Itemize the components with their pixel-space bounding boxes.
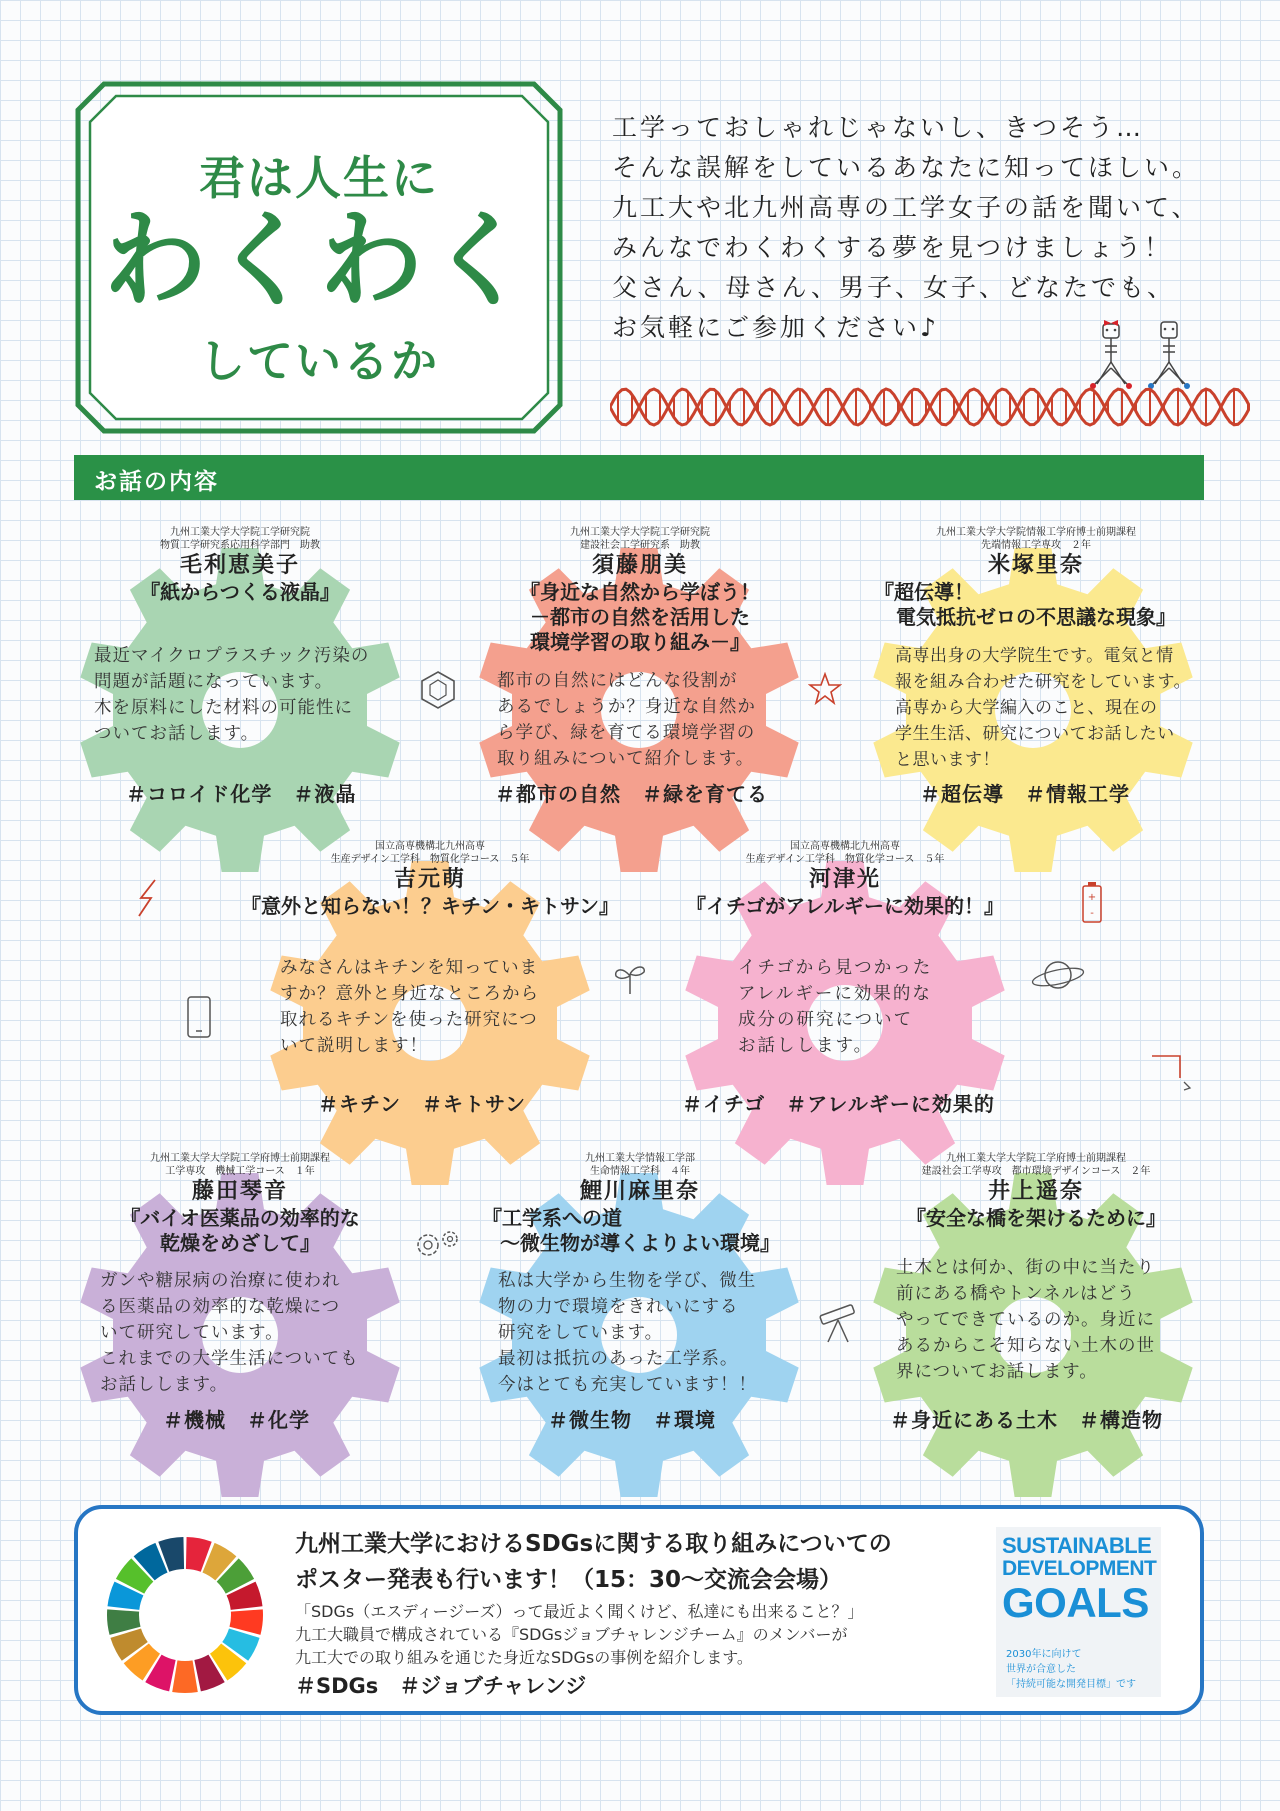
desc-line: 土木とは何か、街の中に当たり: [896, 1258, 1155, 1278]
section-header-bar: [74, 455, 1204, 500]
speaker-affiliation: 九州工業大学大学院工学研究院: [170, 527, 310, 538]
desc-line: 最初は抵抗のあった工学系。: [498, 1349, 739, 1369]
svg-text:+: +: [1087, 892, 1097, 903]
intro-line: 九工大や北九州高専の工学女子の話を聞いて、: [612, 193, 1200, 222]
talk-description: [895, 643, 1191, 773]
sdgs-body-line: 「SDGs（エスディージーズ）って最近よく聞くけど、私達にも出来ること？」: [295, 1602, 864, 1621]
speaker-affiliation: 生産デザイン工学科 物質化学コース ５年: [745, 854, 945, 865]
speaker-affiliation: 生産デザイン工学科 物質化学コース ５年: [330, 854, 530, 865]
svg-text:-: -: [1090, 908, 1094, 919]
talk-title: 『イチゴがアレルギーに効果的！』: [686, 894, 1004, 918]
speaker-affiliation: 九州工業大学大学院工学府博士前期課程: [946, 1153, 1126, 1164]
talk-title: 環境学習の取り組み－』: [530, 630, 750, 654]
speaker-affiliation: 国立高専機構北九州高専: [790, 841, 900, 852]
speaker-name: 藤田琴音: [191, 1179, 288, 1204]
title-line-1: 君は人生に: [199, 151, 439, 205]
sdgs-hashtags: ＃SDGs ＃ジョブチャレンジ: [295, 1674, 587, 1698]
desc-line: ついてお話します。: [94, 724, 260, 744]
intro-line: 工学っておしゃれじゃないし、きつそう…: [612, 113, 1145, 142]
talk-description: [738, 955, 932, 1059]
desc-line: すか？意外と身近なところから: [280, 984, 539, 1004]
speaker-name: 井上遥奈: [987, 1179, 1084, 1204]
speaker-affiliation: 生命情報工学科 ４年: [590, 1166, 690, 1177]
desc-line: イチゴから見つかった: [738, 958, 933, 978]
sdgs-heading: 九州工業大学におけるSDGsに関する取り組みについての: [295, 1531, 892, 1557]
desc-line: お話しします。: [100, 1375, 229, 1395]
desc-line: 高専から大学編入のこと、現在の: [895, 698, 1158, 718]
desc-line: 私は大学から生物を学び、微生: [498, 1271, 757, 1291]
speaker-affiliation: 工学専攻 機械工学コース １年: [165, 1166, 315, 1177]
intro-line: お気軽にご参加ください♪: [612, 313, 939, 342]
talk-title: 電気抵抗ゼロの不思議な現象』: [896, 605, 1176, 629]
talk-hashtags: ＃キチン ＃キトサン: [318, 1092, 526, 1116]
speaker-card: [30, 526, 450, 605]
sdgs-heading: ポスター発表も行います！（15：30～交流会会場）: [295, 1567, 843, 1593]
speaker-name: 吉元萌: [393, 867, 466, 892]
dna-strand-icon: [610, 382, 1250, 432]
sdgs-wheel-icon: [105, 1535, 265, 1695]
talk-title: ～微生物が導くよりよい環境』: [500, 1231, 780, 1255]
telescope-icon: [814, 1300, 864, 1344]
intro-line: 父さん、母さん、男子、女子、どなたでも、: [612, 273, 1176, 302]
speaker-affiliation: 建設社会工学専攻 都市環境デザインコース ２年: [921, 1166, 1151, 1177]
logo-note: 2030年に向けて: [1006, 1649, 1082, 1660]
star-icon: [808, 672, 842, 706]
speaker-affiliation: 建設社会工学研究系 助教: [580, 540, 700, 551]
logo-word: DEVELOPMENT: [1002, 1557, 1157, 1580]
desc-line: みなさんはキチンを知っていま: [280, 958, 539, 978]
talk-title: －都市の自然を活用した: [530, 605, 750, 629]
planet-icon: [1030, 955, 1086, 995]
talk-description: [280, 955, 539, 1059]
sdgs-logo: [996, 1527, 1161, 1697]
talk-title: 『紙からつくる液晶』: [140, 580, 340, 604]
desc-line: アレルギーに効果的な: [738, 984, 932, 1004]
desc-line: やってできているのか。身近に: [896, 1310, 1155, 1330]
desc-line: ガンや糖尿病の治療に使われ: [100, 1271, 341, 1291]
talk-hashtags: ＃都市の自然 ＃緑を育てる: [495, 782, 768, 806]
desc-line: 高専出身の大学院生です。電気と情: [895, 646, 1174, 666]
desc-line: あるからこそ知らない土木の世: [896, 1336, 1155, 1356]
talk-description: [94, 643, 369, 747]
talk-hashtags: ＃超伝導 ＃情報工学: [920, 782, 1130, 806]
bracket-icon: [1150, 1052, 1194, 1092]
speaker-affiliation: 九州工業大学大学院情報工学府博士前期課程: [936, 527, 1136, 538]
hexagon-icon: [420, 670, 456, 710]
desc-line: 取れるキチンを使った研究につ: [280, 1010, 538, 1030]
sdgs-body-line: 九工大職員で構成されている『SDGsジョブチャレンジチーム』のメンバーが: [295, 1625, 848, 1644]
talk-hashtags: ＃微生物 ＃環境: [548, 1408, 716, 1432]
talk-title: 『超伝導！: [874, 580, 974, 604]
speaker-name: 鯉川麻里奈: [579, 1179, 700, 1204]
robot-illustration-icon: [1085, 312, 1215, 392]
desc-line: 前にある橋やトンネルはどう: [896, 1284, 1136, 1304]
speaker-card: [826, 1152, 1246, 1231]
speaker-card: [220, 840, 640, 919]
desc-line: と思います！: [895, 750, 1000, 770]
desc-line: あるでしょうか？身近な自然か: [497, 697, 756, 717]
section-title: お話の内容: [94, 469, 219, 495]
logo-note: 世界が合意した: [1006, 1664, 1076, 1675]
desc-line: 物の力で環境をきれいにする: [498, 1297, 739, 1317]
talk-title: 『バイオ医薬品の効率的な: [120, 1206, 360, 1230]
sprout-icon: [612, 958, 648, 996]
intro-line: そんな誤解をしているあなたに知ってほしい。: [612, 153, 1201, 182]
talk-title: 『工学系への道: [482, 1206, 622, 1230]
smartphone-icon: [186, 995, 212, 1039]
title-line-2: わくわく: [102, 199, 535, 321]
talk-hashtags: ＃身近にある土木 ＃構造物: [890, 1408, 1163, 1432]
desc-line: 今はとても充実しています！！: [498, 1375, 757, 1395]
desc-line: これまでの大学生活についても: [100, 1349, 359, 1369]
talk-hashtags: ＃イチゴ ＃アレルギーに効果的: [682, 1092, 995, 1116]
lightning-icon: [133, 878, 163, 918]
talk-description: [498, 1268, 757, 1398]
desc-line: 取り組みについて紹介します。: [497, 749, 755, 769]
talk-hashtags: ＃機械 ＃化学: [163, 1408, 310, 1432]
desc-line: 界についてお話します。: [896, 1362, 1098, 1382]
speaker-card: [635, 840, 1055, 919]
talk-title: 『安全な橋を架けるために』: [906, 1206, 1166, 1230]
speaker-affiliation: 九州工業大学大学院工学府博士前期課程: [150, 1153, 330, 1164]
speaker-card: [430, 1152, 850, 1256]
speaker-card: [430, 526, 850, 655]
desc-line: 問題が話題になっています。: [94, 672, 334, 692]
speaker-affiliation: 九州工業大学大学院工学研究院: [570, 527, 710, 538]
speaker-affiliation: 国立高専機構北九州高専: [375, 841, 485, 852]
talk-description: [100, 1268, 359, 1398]
sdgs-body-line: 九工大での取り組みを通じた身近なSDGsの事例を紹介します。: [295, 1648, 753, 1667]
desc-line: お話しします。: [738, 1036, 874, 1056]
speaker-name: 毛利恵美子: [179, 553, 300, 578]
talk-description: [896, 1255, 1155, 1385]
talk-title: 『意外と知らない！？キチン・キトサン』: [241, 894, 619, 918]
talk-hashtags: ＃コロイド化学 ＃液晶: [126, 782, 357, 806]
battery-icon: [1080, 880, 1104, 924]
speaker-affiliation: 九州工業大学情報工学部: [585, 1153, 695, 1164]
title-line-3: しているか: [199, 334, 439, 388]
desc-line: 学生生活、研究についてお話したい: [895, 724, 1175, 744]
desc-line: 研究をしています。: [498, 1323, 664, 1343]
talk-title: 『身近な自然から学ぼう！: [520, 580, 760, 604]
speaker-card: [30, 1152, 450, 1256]
desc-line: 成分の研究について: [738, 1010, 914, 1030]
desc-line: 最近マイクロプラスチック汚染の: [94, 646, 370, 666]
desc-line: いて研究しています。: [100, 1323, 284, 1343]
desc-line: 都市の自然にはどんな役割が: [497, 671, 738, 691]
desc-line: 木を原料にした材料の可能性に: [94, 698, 353, 718]
speaker-name: 河津光: [808, 867, 881, 892]
speaker-affiliation: 先端情報工学専攻 ２年: [981, 540, 1091, 551]
speaker-affiliation: 物質工学研究系応用科学部門 助教: [160, 540, 320, 551]
logo-word: GOALS: [1002, 1579, 1149, 1626]
talk-description: [497, 668, 756, 772]
desc-line: 報を組み合わせた研究をしています。: [895, 672, 1192, 692]
desc-line: いて説明します！: [280, 1036, 428, 1056]
speaker-name: 米塚里奈: [987, 553, 1084, 578]
logo-note: 「持続可能な開発目標」です: [1006, 1679, 1136, 1690]
talk-title: 乾燥をめざして』: [160, 1231, 320, 1255]
intro-line: みんなでわくわくする夢を見つけましょう！: [612, 233, 1173, 262]
logo-word: SUSTAINABLE: [1002, 1533, 1152, 1558]
speaker-name: 須藤朋美: [591, 553, 688, 578]
desc-line: ら学び、緑を育てる環境学習の: [497, 723, 756, 743]
desc-line: る医薬品の効率的な乾燥につ: [100, 1297, 341, 1317]
speaker-card: [826, 526, 1246, 630]
